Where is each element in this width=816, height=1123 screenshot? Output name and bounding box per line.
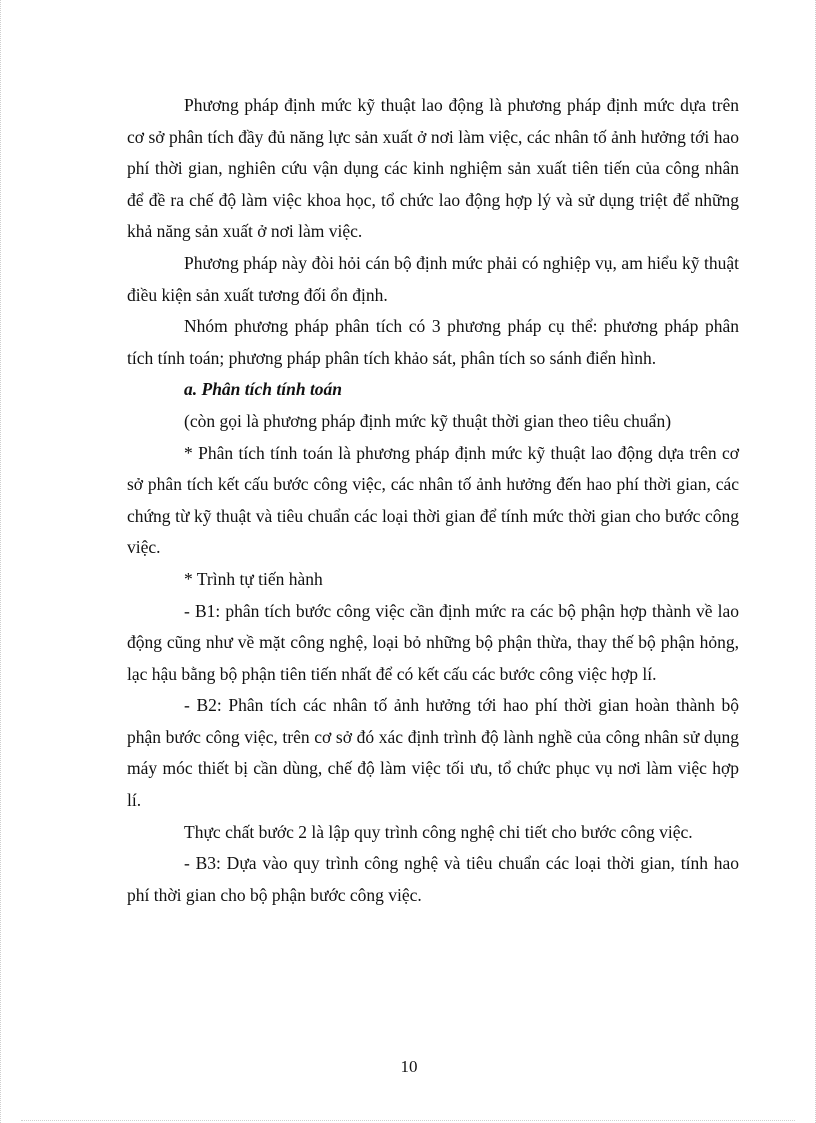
page-number: 10: [400, 1057, 418, 1076]
paragraph-procedure-title: * Trình tự tiến hành: [184, 568, 323, 589]
paragraph-analysis-group: Nhóm phương pháp phân tích có 3 phương pháp cụ thể: phương pháp phân tích tính toán; phương pháp phân tích khảo sát, phân tích so sánh điển hình.: [127, 316, 739, 368]
section-heading: a. Phân tích tính toán: [184, 379, 343, 400]
paragraph-method-requirement: Phương pháp này đòi hỏi cán bộ định mức phải có nghiệp vụ, am hiểu kỹ thuật điều kiện sản xuất tương đối ổn định.: [127, 252, 739, 305]
paragraph-step-b2: - B2: Phân tích các nhân tố ảnh hưởng tới hao phí thời gian hoàn thành bộ phận bước công việc, trên cơ sở đó xác định trình độ lành nghề của công nhân sử dụng máy móc thiết bị cần dùng, chế độ làm việc tối ưu, tổ chức phục vụ nơi làm việc hợp lí.: [127, 695, 739, 811]
page-body: [127, 90, 739, 911]
paragraph-calculation-definition: * Phân tích tính toán là phương pháp định mức kỹ thuật lao động dựa trên cơ sở phân tích kết cấu bước công việc, các nhân tố ảnh hưởng đến hao phí thời gian, các chứng từ kỹ thuật và tiêu chuẩn các loại thời gian để tính mức thời gian cho bước công việc.: [127, 442, 739, 558]
paragraph-step-b3: - B3: Dựa vào quy trình công nghệ và tiêu chuẩn các loại thời gian, tính hao phí thời gian cho bộ phận bước công việc.: [127, 853, 739, 905]
paragraph-step-2-essence: Thực chất bước 2 là lập quy trình công nghệ chi tiết cho bước công việc.: [184, 821, 693, 842]
paragraph-alias: (còn gọi là phương pháp định mức kỹ thuật thời gian theo tiêu chuẩn): [184, 410, 672, 431]
paragraph-method-definition: Phương pháp định mức kỹ thuật lao động là phương pháp định mức dựa trên cơ sở phân tích đầy đủ năng lực sản xuất ở nơi làm việc, các nhân tố ảnh hưởng tới hao phí thời gian, nghiên cứu vận dụng các kinh nghiệm sản xuất tiên tiến của công nhân để đề ra chế độ làm việc khoa học, tổ chức lao động hợp lý và sử dụng triệt để những khả năng sản xuất ở nơi làm việc.: [127, 95, 739, 242]
paragraph-step-b1: - B1: phân tích bước công việc cần định mức ra các bộ phận hợp thành về lao động cũng như về mặt công nghệ, loại bỏ những bộ phận thừa, thay thế bộ phận hỏng, lạc hậu bằng bộ phận tiên tiến nhất để có kết cấu các bước công việc hợp lí.: [127, 600, 739, 684]
bottom-divider: [21, 1120, 795, 1121]
